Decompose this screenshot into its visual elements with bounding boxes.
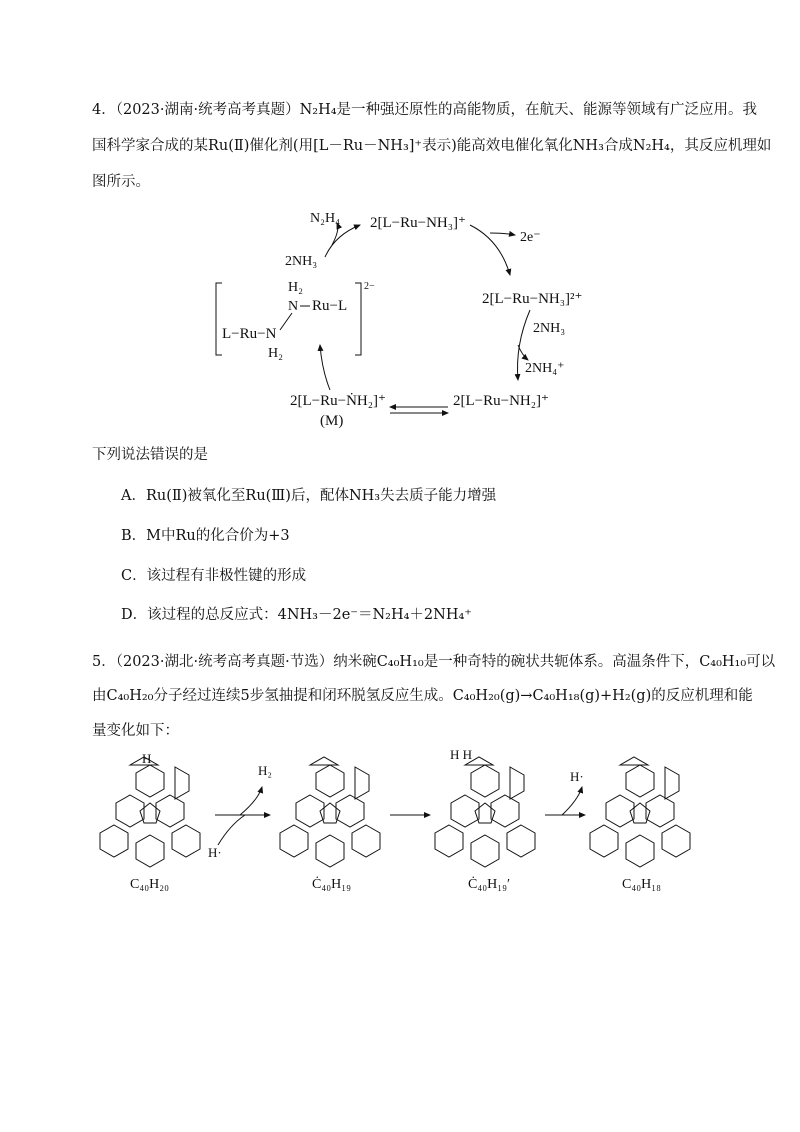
q5-stem-line2: 由C₄₀H₂₀分子经过连续5步氢抽提和闭环脱氢反应生成。C₄₀H₂₀(g)→C₄₀H₁₈(g)+H₂(g)的反应机理和能	[92, 688, 753, 704]
q5-mechanism-diagram	[90, 745, 730, 895]
q4-stem-line2: 国科学家合成的某Ru(Ⅱ)催化剂(用[L－Ru－NH₃]⁺表示)能高效电催化氧化NH₃合成N₂H₄，其反应机理如	[92, 138, 772, 154]
dimer-ru-l: Ru−L	[312, 298, 348, 314]
cycle-nh4-r: 2NH₄⁺	[525, 361, 565, 376]
mol3-h: H H	[450, 747, 473, 762]
cycle-right: 2[L−Ru−NH₃]²⁺	[482, 291, 583, 307]
mol2-label: Ċ₄₀H₁₉	[312, 877, 351, 892]
q4-mechanism-diagram	[200, 195, 610, 435]
q4-stem-line3: 图所示。	[92, 174, 150, 190]
dimer-h2-bottom: H₂	[268, 346, 283, 361]
cycle-bottom-right: 2[L−Ru−NH₂]⁺	[453, 393, 549, 409]
q5-stem-line1: 5．（2023·湖北·统考高考真题·节选）纳米碗C₄₀H₁₀是一种奇特的碗状共轭体系。高温条件下，C₄₀H₁₀可以	[92, 654, 776, 670]
step1-in: H·	[208, 845, 222, 860]
q4-stem-line1: 4．（2023·湖南·统考高考真题）N₂H₄是一种强还原性的高能物质，在航天、能源等领域有广泛应用。我	[92, 102, 758, 118]
cycle-nh3-r: 2NH₃	[533, 321, 566, 336]
mol3-label: Ċ₄₀H₁₉′	[468, 877, 511, 892]
mol1-label: C₄₀H₂₀	[130, 877, 169, 892]
cycle-e-out: 2e⁻	[520, 230, 541, 245]
dimer-l-ru: L−Ru−N	[222, 326, 277, 342]
cycle-n2h4: N₂H₄	[310, 211, 340, 226]
dimer-h2-top: H₂	[288, 280, 303, 295]
step3-out: H·	[570, 769, 584, 784]
q4-option-b: B．M中Ru的化合价为+3	[121, 528, 290, 544]
cycle-top: 2[L−Ru−NH₃]⁺	[370, 215, 466, 231]
mol1-h: H	[142, 751, 152, 766]
q4-question: 下列说法错误的是	[92, 447, 208, 463]
mol4-label: C₄₀H₁₈	[622, 877, 661, 892]
dimer-charge: 2−	[364, 281, 375, 292]
q4-option-a: A．Ru(Ⅱ)被氧化至Ru(Ⅲ)后，配体NH₃失去质子能力增强	[121, 488, 497, 504]
cycle-m-label: (M)	[320, 413, 344, 429]
q5-stem-line3: 量变化如下：	[92, 723, 179, 739]
step1-out: H₂	[258, 763, 272, 778]
dimer-n-top: N	[288, 299, 299, 314]
cycle-nh3-in: 2NH₃	[285, 254, 318, 269]
q4-option-d: D．该过程的总反应式：4NH₃－2e⁻＝N₂H₄＋2NH₄⁺	[121, 607, 472, 623]
cycle-bottom-left: 2[L−Ru−ṄH₂]⁺	[290, 393, 386, 409]
q4-option-c: C．该过程有非极性键的形成	[121, 568, 307, 584]
